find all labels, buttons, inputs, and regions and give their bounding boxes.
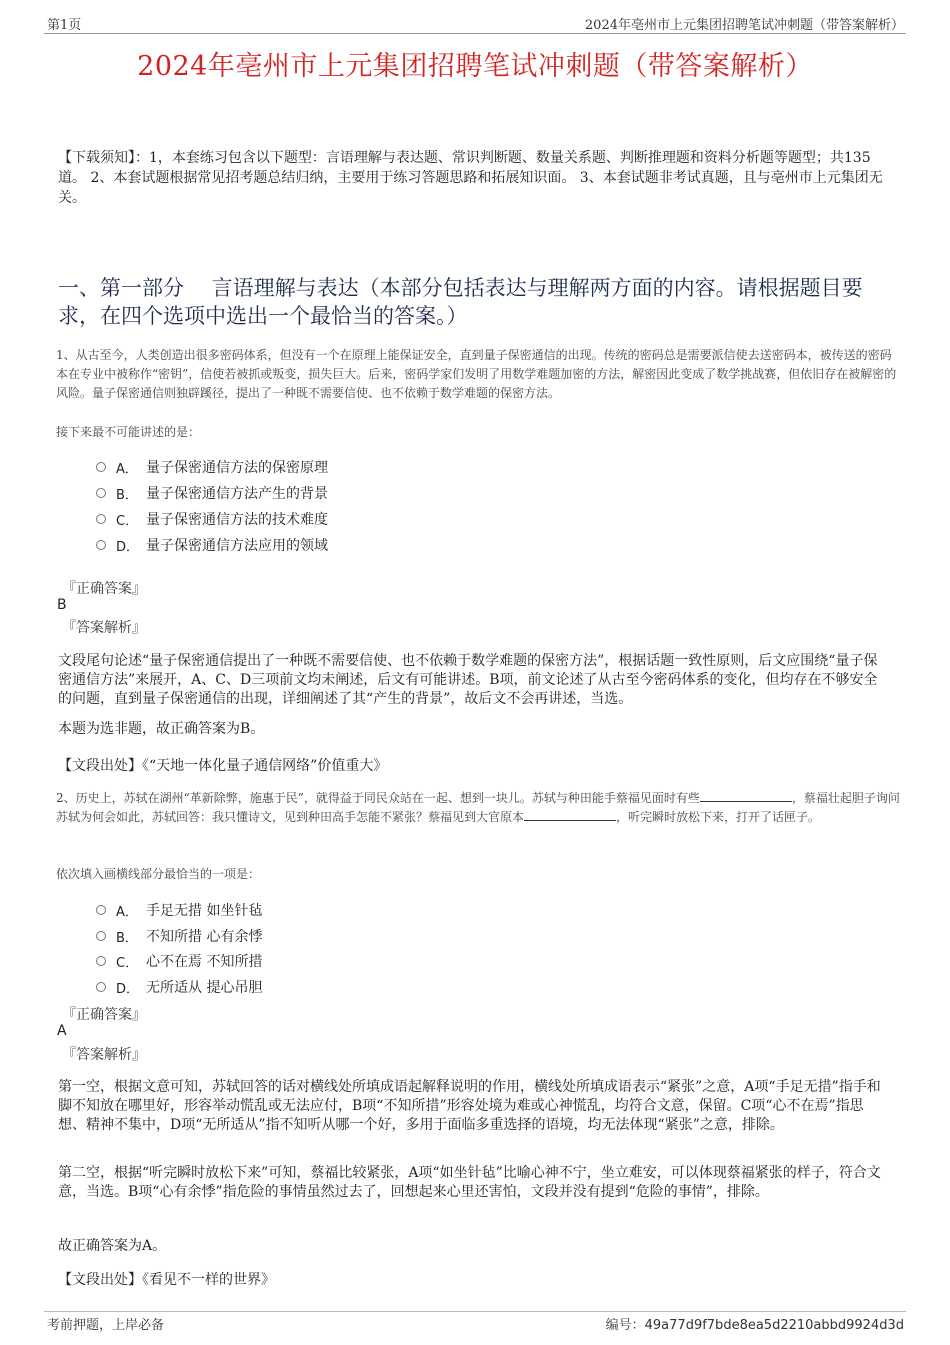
option-letter: D．: [116, 539, 140, 555]
download-notice: 【下载须知】：1，本套练习包含以下题型：言语理解与表达题、常识判断题、数量关系题、判断推理题和资料分析题等题型；共135道。 2、本套试题根据常见招考题总结归纳，主要用于练习答题思路和拓展知识面。 3、本套试题非考试真题，且与亳州市上元集团无关。: [58, 150, 883, 206]
q2-conclusion: 故正确答案为A。: [58, 1238, 167, 1254]
q1-option-a[interactable]: [96, 457, 328, 477]
option-letter: A．: [116, 461, 138, 477]
option-text: 无所适从 提心吊胆: [146, 980, 263, 996]
radio-icon[interactable]: [96, 931, 106, 941]
option-letter: D．: [116, 981, 140, 997]
q1-passage: 1、从古至今，人类创造出很多密码体系，但没有一个在原理上能保证安全，直到量子保密通信的出现。传统的密码总是需要派信使去送密码本，被传送的密码本在专业中被称作“密钥”，信使若被抓或叛变，损失巨大。后来，密码学家们发明了用数学难题加密的方法，解密因此变成了数学挑战赛，但依旧存在被解密的风险。量子保密通信则独辟蹊径，提出了一种既不需要信使、也不依赖于数学难题的保密方法。: [56, 348, 897, 400]
q2-analysis-2: 第二空，根据“听完瞬时放松下来”可知，蔡福比较紧张，A项“如坐针毡”比喻心神不宁，坐立难安，可以体现蔡福紧张的样子，符合文意，当选。B项“心有余悸”指危险的事情虽然过去了，回想起来心里还害怕，文段并没有提到“危险的事情”，排除。: [58, 1165, 881, 1200]
option-text: 心不在焉 不知所措: [146, 954, 263, 970]
radio-icon[interactable]: [96, 956, 106, 966]
section-heading: 一、第一部分 言语理解与表达（本部分包括表达与理解两方面的内容。请根据题目要求，在四个选项中选出一个最恰当的答案。）: [58, 276, 863, 328]
radio-icon[interactable]: [96, 905, 106, 915]
page-title: 2024年亳州市上元集团招聘笔试冲刺题（带答案解析）: [137, 51, 813, 82]
q1-conclusion: 本题为选非题，故正确答案为B。: [58, 721, 265, 737]
radio-icon[interactable]: [96, 462, 106, 472]
footer-id-value: 49a77d9f7bde8ea5d2210abbd9924d3d: [644, 1318, 904, 1333]
q2-prompt: 依次填入画横线部分最恰当的一项是：: [56, 867, 261, 881]
q1-option-c[interactable]: [96, 509, 328, 529]
q2-passage-part2: ，蔡福壮起胆子询问苏轼为何会如此，苏轼回答：我只懂诗文，见到种田高手怎能不紧张？蔡福见到大官原本: [56, 791, 900, 824]
q1-analysis-label: 『答案解析』: [62, 620, 146, 636]
q2-passage-part3: ，听完瞬时放松下来，打开了话匣子。: [616, 810, 821, 824]
q1-source: 【文段出处】《“天地一体化量子通信网络”价值重大》: [58, 758, 388, 774]
radio-icon[interactable]: [96, 488, 106, 498]
q2-analysis-1: 第一空，根据文意可知，苏轼回答的话对横线处所填成语起解释说明的作用，横线处所填成语表示“紧张”之意，A项“手足无措”指手和脚不知放在哪里好，形容举动慌乱或无法应付，B项“不知所措”形容处境为难或心神慌乱，均符合文意，保留。C项“心不在焉”指思想、精神不集中，D项“无所适从”指不知听从哪一个好，多用于面临多重选择的语境，均无法体现“紧张”之意，排除。: [58, 1079, 881, 1133]
option-text: 不知所措 心有余悸: [146, 929, 263, 945]
footer-divider: [44, 1311, 906, 1312]
option-letter: B．: [116, 487, 138, 503]
header-divider: [44, 33, 906, 34]
footer-id: [606, 1314, 904, 1333]
q2-analysis-label: 『答案解析』: [62, 1047, 146, 1063]
option-text: 量子保密通信方法应用的领域: [146, 538, 328, 554]
answer-blank: [524, 808, 616, 821]
footer-id-label: 编号：: [605, 1318, 645, 1333]
option-letter: C．: [116, 955, 139, 971]
q1-option-b[interactable]: [96, 483, 328, 503]
option-letter: A．: [116, 904, 138, 920]
q1-prompt: 接下来最不可能讲述的是：: [56, 425, 201, 439]
footer-slogan: 考前押题，上岸必备: [47, 1318, 165, 1333]
option-letter: B．: [116, 930, 138, 946]
q2-option-c[interactable]: [96, 951, 262, 971]
radio-icon[interactable]: [96, 514, 106, 524]
q2-passage-part1: 2、历史上，苏轼在湖州“革新除弊，施惠于民”，就得益于同民众站在一起、想到一块儿。苏轼与种田能手蔡福见面时有些: [56, 791, 700, 805]
q2-option-d[interactable]: [96, 977, 262, 997]
q2-answer: A: [57, 1023, 67, 1039]
q1-correct-label: 『正确答案』: [62, 581, 146, 597]
q2-option-a[interactable]: [96, 900, 262, 920]
page-number: 第1页: [47, 18, 82, 33]
q2-correct-label: 『正确答案』: [62, 1007, 146, 1023]
q1-analysis: 文段尾句论述“量子保密通信提出了一种既不需要信使、也不依赖于数学难题的保密方法”，根据话题一致性原则，后文应围绕“量子保密通信方法”来展开，A、C、D三项前文均未阐述，后文有可能讲述。B项，前文论述了从古至今密码体系的变化，但均存在不够安全的问题，直到量子保密通信的出现，详细阐述了其“产生的背景”，故后文不会再讲述，当选。: [58, 653, 878, 707]
radio-icon[interactable]: [96, 982, 106, 992]
q2-option-b[interactable]: [96, 926, 262, 946]
q2-passage: [56, 789, 900, 827]
q1-option-d[interactable]: [96, 535, 328, 555]
answer-blank: [700, 789, 792, 802]
radio-icon[interactable]: [96, 540, 106, 550]
option-letter: C．: [116, 513, 139, 529]
option-text: 量子保密通信方法产生的背景: [146, 486, 328, 502]
option-text: 手足无措 如坐针毡: [146, 903, 263, 919]
option-text: 量子保密通信方法的技术难度: [146, 512, 328, 528]
q1-answer: B: [57, 597, 67, 613]
header-doc-title: 2024年亳州市上元集团招聘笔试冲刺题（带答案解析）: [584, 18, 904, 33]
q2-source: 【文段出处】《看见不一样的世界》: [58, 1272, 275, 1288]
option-text: 量子保密通信方法的保密原理: [146, 460, 328, 476]
